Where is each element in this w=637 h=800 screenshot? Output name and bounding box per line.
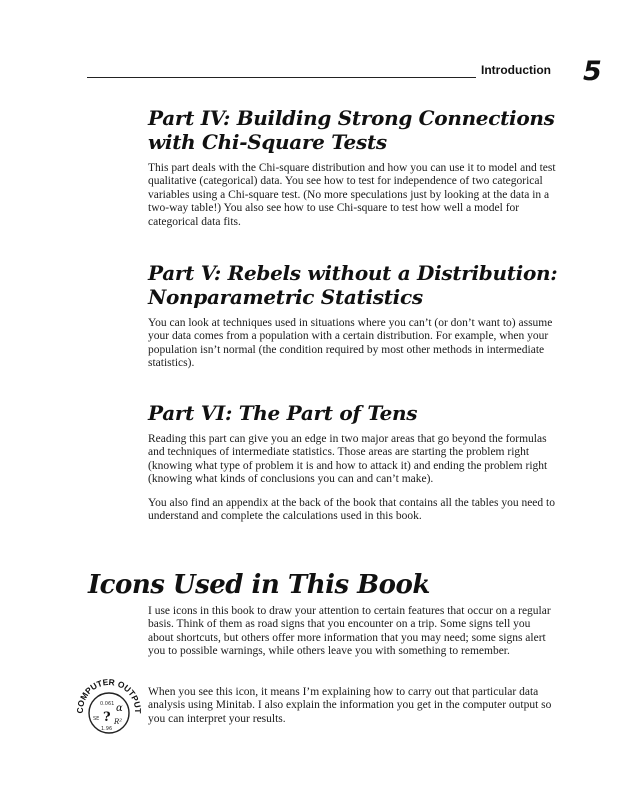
part-v-heading-line2: Nonparametric Statistics — [148, 285, 423, 309]
computer-output-paragraph: When you see this icon, it means I’m explaining how to carry out that particular data analysis using Minitab. I also explain the information you get in the computer output so you can interpret your results. — [148, 686, 552, 725]
icon-symbol-alpha: α — [116, 703, 123, 714]
section-part-vi — [148, 401, 558, 523]
part-v-heading-line1: Part V: Rebels without a Distribution: — [148, 261, 558, 285]
part-iv-paragraph: This part deals with the Chi-square distribution and how you can use it to model and test qualitative (categorical) data. You see how to test for independence of two categorical variables using a Chi-square test. (No more speculations just by looking at the data in a two-way table!) You also see how to use Chi-square to test how well a model for categorical data fits. — [148, 162, 556, 228]
icon-symbol-question: ? — [103, 710, 111, 725]
part-v-paragraph: You can look at techniques used in situations where you can’t (or don’t want to) assume your data comes from a population with a certain distribution. For example, when your population isn’t normal (the condition required by most other methods in intermediate statistics). — [148, 317, 553, 370]
part-iv-heading-line1: Part IV: Building Strong Connections — [148, 106, 555, 130]
icons-section-heading: Icons Used in This Book — [88, 570, 430, 600]
section-part-v — [148, 261, 558, 371]
page-number: 5 — [583, 56, 602, 87]
computer-output-icon — [74, 675, 144, 745]
icons-intro-block — [148, 605, 558, 659]
running-header: Introduction — [481, 63, 551, 77]
icon-symbol-se: SE — [93, 716, 100, 722]
icon-symbol-r-squared: R² — [114, 718, 123, 726]
computer-output-icon-label: COMPUTER OUTPUT — [74, 676, 144, 714]
part-v-heading — [148, 261, 558, 309]
part-iv-heading-line2: with Chi-Square Tests — [148, 130, 387, 154]
part-vi-heading: Part VI: The Part of Tens — [148, 401, 418, 425]
icon-symbol-z: 1.96 — [101, 726, 113, 732]
icons-intro-paragraph: I use icons in this book to draw your attention to certain features that occur on a regular basis. Think of them as road signs that you encounter on a trip. Some signs tell you about shortcuts, but others offer more information that you may need; some signs alert you to possible warnings, while others leave you with something to remember. — [148, 605, 551, 658]
computer-output-block — [148, 686, 558, 726]
header-rule — [87, 77, 476, 78]
section-part-iv — [148, 106, 558, 229]
icon-symbol-value: 0.061 — [100, 701, 115, 707]
part-vi-paragraph-2: You also find an appendix at the back of the book that contains all the tables you need to understand and complete the calculations used in this book. — [148, 496, 555, 523]
part-vi-paragraph-1: Reading this part can give you an edge in two major areas that go beyond the formulas and techniques of intermediate statistics. Those areas are starting the problem right (knowing what type of problem it is and how to attack it) and ending the problem right (knowing what kinds of conclusions you can and can’t make). — [148, 433, 548, 486]
part-iv-heading — [148, 106, 558, 154]
